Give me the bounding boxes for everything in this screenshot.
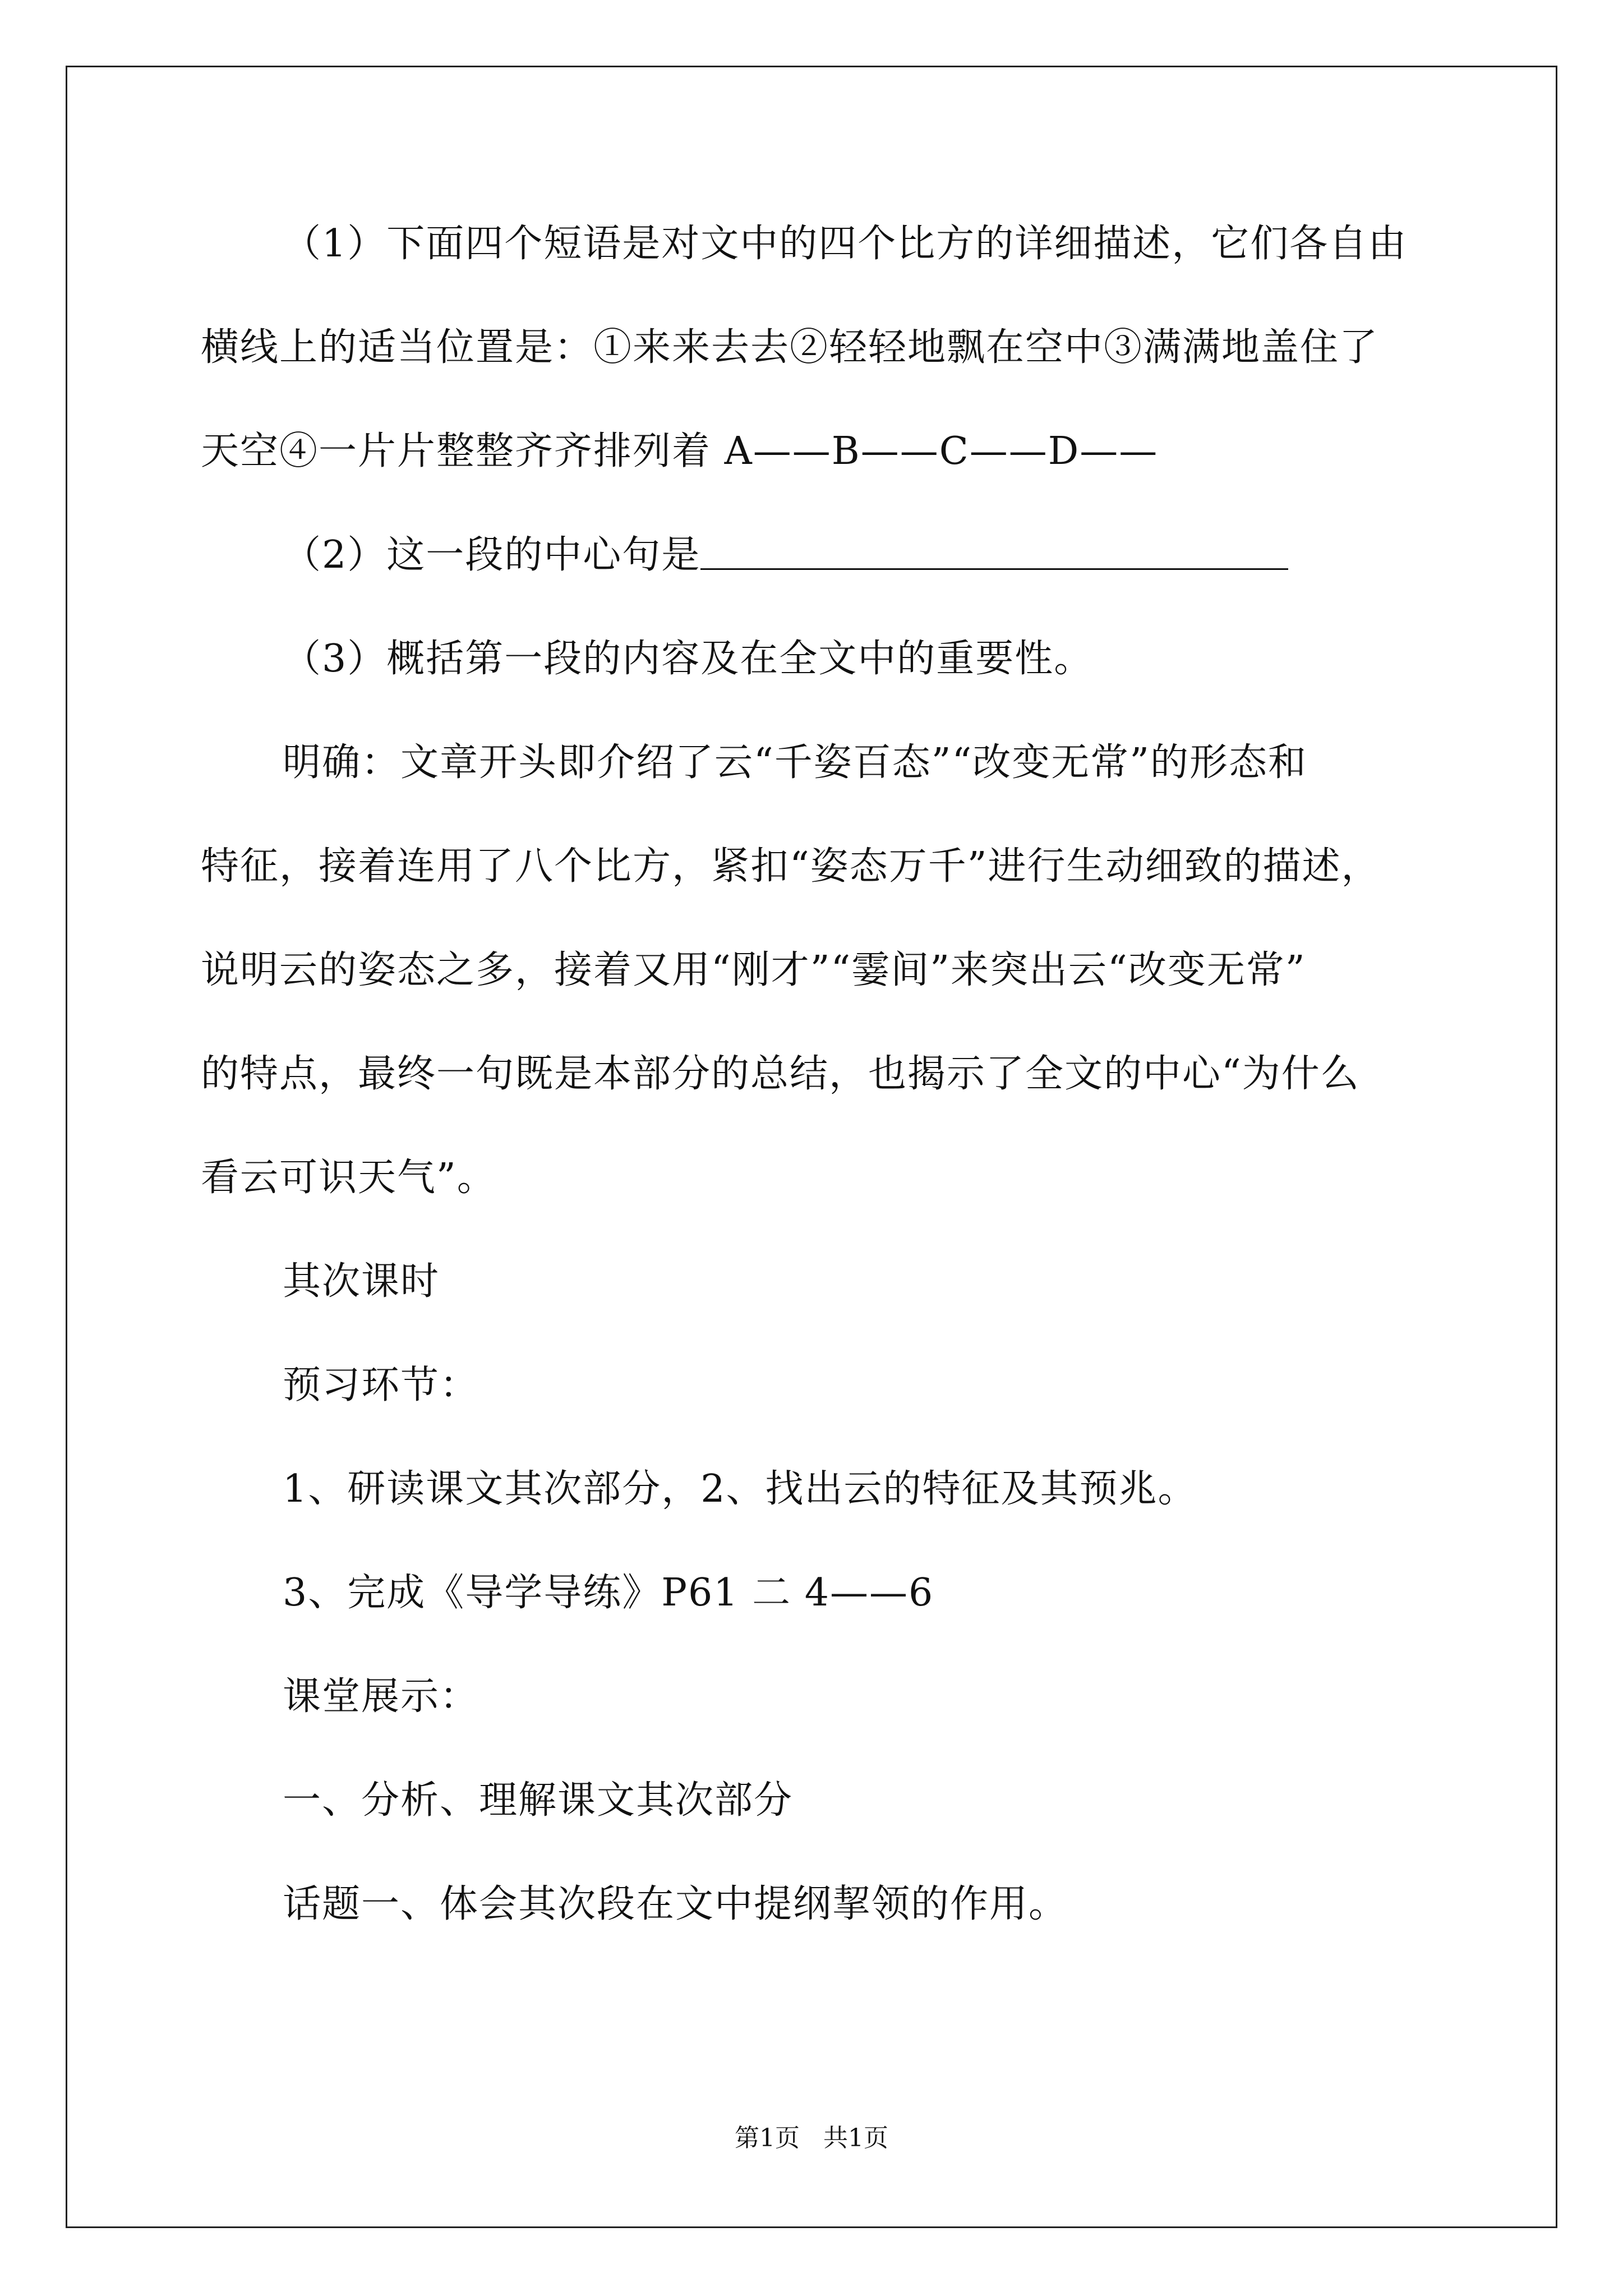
paragraph-line: 一、分析、理解课文其次部分 [283,1778,794,1823]
answer-blank [700,535,1288,570]
paragraph-line: （3）概括第一段的内容及在全文中的重要性。 [283,637,1094,681]
paragraph-line: 1、研读课文其次部分，2、找出云的特征及其预兆。 [283,1467,1197,1511]
question-text: （2）这一段的中心句是 [283,533,701,577]
paragraph-line: 的特点，最终一句既是本部分的总结，也揭示了全文的中心“为什么 [201,1052,1360,1096]
section-heading: 预习环节： [283,1363,479,1407]
paragraph-line: 看云可识天气”。 [201,1156,496,1200]
page-footer: 第1页 共1页 [735,2124,888,2152]
paragraph-line: 说明云的姿态之多，接着又用“刚才”“霎间”来突出云“改变无常” [201,948,1306,992]
paragraph-line: 天空④一片片整整齐齐排列着 A——B——C——D—— [201,429,1159,473]
paragraph-line: 特征，接着连用了八个比方，紧扣“姿态万千”进行生动细致的描述， [201,844,1381,889]
section-heading: 其次课时 [283,1259,440,1304]
paragraph-line: 横线上的适当位置是：①来来去去②轻轻地飘在空中③满满地盖住了 [201,325,1379,370]
paragraph-line: 3、完成《导学导练》P61 二 4——6 [283,1571,934,1615]
section-heading: 课堂展示： [283,1674,479,1719]
paragraph-line: （1）下面四个短语是对文中的四个比方的详细描述，它们各自由 [283,222,1408,266]
paragraph-line: 话题一、体会其次段在文中提纲挈领的作用。 [283,1882,1068,1926]
question-line [283,533,1288,578]
paragraph-line: 明确：文章开头即介绍了云“千姿百态”“改变无常”的形态和 [283,740,1308,785]
